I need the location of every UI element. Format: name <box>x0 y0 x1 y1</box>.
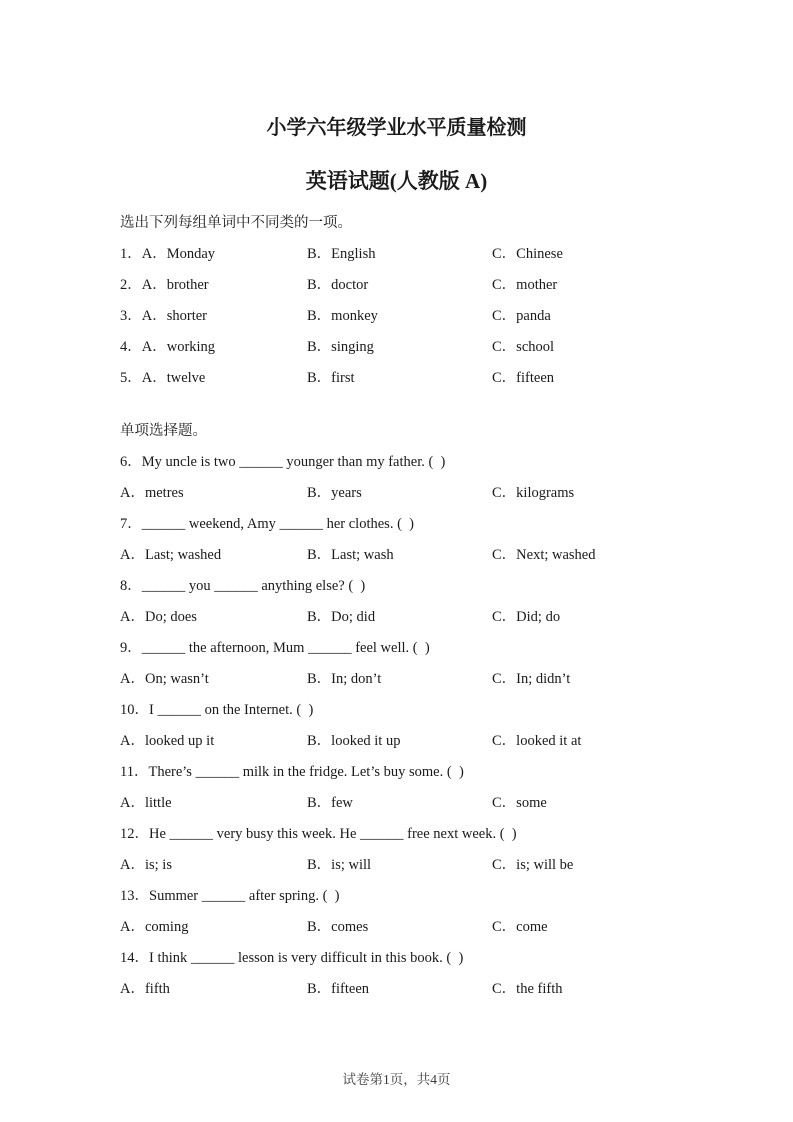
question-row-3 <box>120 301 703 332</box>
page-footer: 试卷第1页，共4页 <box>342 1072 451 1087</box>
options-row-6 <box>120 478 703 509</box>
question-number: 4． <box>120 339 142 355</box>
part1-instruction: 选出下列每组单词中不同类的一项。 <box>120 215 352 231</box>
option-b: B．Do; did <box>307 609 376 625</box>
question-stem-13: 13．Summer ______ after spring. ( ) <box>120 888 340 904</box>
option-b: B．comes <box>307 919 369 935</box>
option-c: C．panda <box>492 308 551 324</box>
option-a: A．metres <box>120 485 184 501</box>
options-row-10 <box>120 726 703 757</box>
option-a: A．Do; does <box>120 609 197 625</box>
option-a: A．twelve <box>141 370 206 386</box>
option-c: C．looked it at <box>492 733 582 749</box>
question-row-5 <box>120 363 703 394</box>
question-stem-12: 12．He ______ very busy this week. He ______ free next week. ( ) <box>120 826 517 842</box>
option-b: B．In; don’t <box>307 671 382 687</box>
option-a: A．working <box>141 339 216 355</box>
question-row-2 <box>120 270 703 301</box>
option-c: C．the fifth <box>492 981 563 997</box>
question-stem-10: 10．I ______ on the Internet. ( ) <box>120 702 314 718</box>
question-number: 1． <box>120 246 142 262</box>
option-c: C．fifteen <box>492 370 555 386</box>
option-b: B．few <box>307 795 353 811</box>
option-b: B．first <box>307 370 355 386</box>
option-a: A．little <box>120 795 172 811</box>
option-c: C．kilograms <box>492 485 575 501</box>
question-stem-9: 9．______ the afternoon, Mum ______ feel well. ( ) <box>120 640 430 656</box>
question-stem-14: 14．I think ______ lesson is very difficult in this book. ( ) <box>120 950 464 966</box>
option-b: B．fifteen <box>307 981 370 997</box>
page-subtitle: 英语试题(人教版 A) <box>305 169 488 193</box>
question-stem-7: 7．______ weekend, Amy ______ her clothes. ( ) <box>120 516 414 532</box>
question-number: 5． <box>120 370 142 386</box>
option-b: B．is; will <box>307 857 372 873</box>
option-b: B．years <box>307 485 362 501</box>
question-number: 3． <box>120 308 142 324</box>
option-c: C．school <box>492 339 555 355</box>
option-b: B．singing <box>307 339 374 355</box>
question-row-1 <box>120 239 703 270</box>
option-a: A．coming <box>120 919 189 935</box>
option-a: A．shorter <box>141 308 207 324</box>
option-a: A．fifth <box>120 981 170 997</box>
option-b: B．doctor <box>307 277 369 293</box>
option-a: A．is; is <box>120 857 172 873</box>
question-stem-8: 8．______ you ______ anything else? ( ) <box>120 578 366 594</box>
option-c: C．mother <box>492 277 558 293</box>
option-c: C．Chinese <box>492 246 563 262</box>
option-c: C．In; didn’t <box>492 671 571 687</box>
option-a: A．On; wasn’t <box>120 671 209 687</box>
option-b: B．looked it up <box>307 733 401 749</box>
option-a: A．Monday <box>141 246 216 262</box>
option-c: C．is; will be <box>492 857 574 873</box>
options-row-13 <box>120 912 703 943</box>
question-stem-11: 11．There’s ______ milk in the fridge. Let’s buy some. ( ) <box>120 764 464 780</box>
options-row-9 <box>120 664 703 695</box>
option-c: C．some <box>492 795 547 811</box>
options-row-7 <box>120 540 703 571</box>
options-row-11 <box>120 788 703 819</box>
option-c: C．come <box>492 919 548 935</box>
question-stem-6: 6．My uncle is two ______ younger than my father. ( ) <box>120 454 446 470</box>
exam-content <box>120 208 703 1005</box>
option-b: B．English <box>307 246 376 262</box>
page-title: 小学六年级学业水平质量检测 <box>266 117 527 139</box>
options-row-12 <box>120 850 703 881</box>
question-row-4 <box>120 332 703 363</box>
part2-instruction: 单项选择题。 <box>120 423 207 439</box>
option-c: C．Next; washed <box>492 547 596 563</box>
options-row-8 <box>120 602 703 633</box>
option-a: A．Last; washed <box>120 547 222 563</box>
question-number: 2． <box>120 277 142 293</box>
option-a: A．brother <box>141 277 209 293</box>
options-row-14 <box>120 974 703 1005</box>
option-b: B．monkey <box>307 308 378 324</box>
option-b: B．Last; wash <box>307 547 394 563</box>
option-c: C．Did; do <box>492 609 561 625</box>
option-a: A．looked up it <box>120 733 215 749</box>
